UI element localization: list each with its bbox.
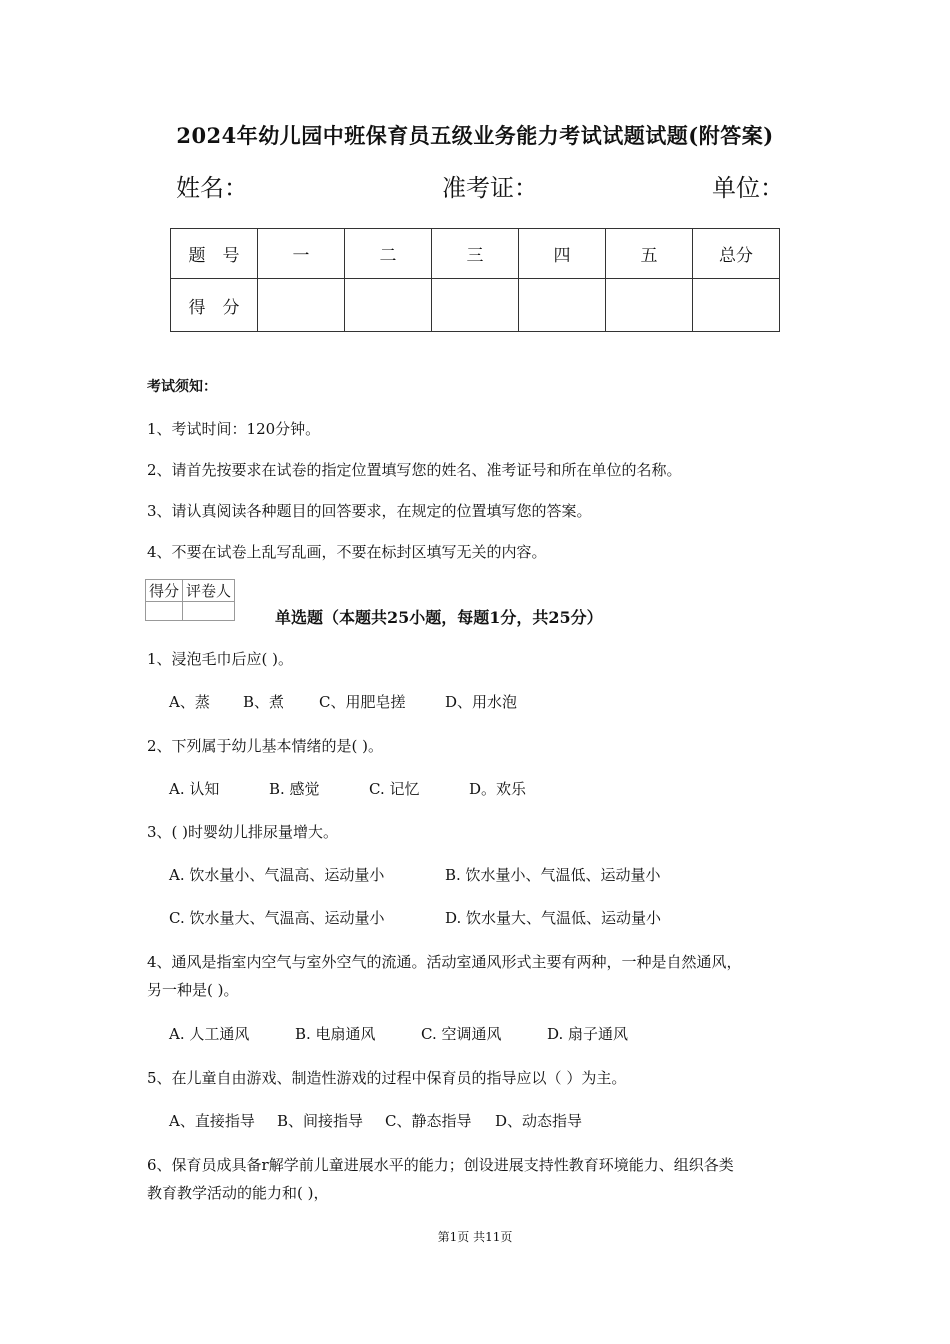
- question-options: [169, 691, 517, 712]
- option-b[interactable]: B. 饮水量小、气温低、运动量小: [445, 866, 661, 884]
- option-a[interactable]: A. 人工通风: [169, 1025, 250, 1043]
- option-a[interactable]: A. 饮水量小、气温高、运动量小: [169, 866, 385, 884]
- option-c[interactable]: C. 饮水量大、气温高、运动量小: [169, 909, 385, 927]
- option-c[interactable]: C、用肥皂搓: [319, 693, 406, 711]
- page-title: 2024年幼儿园中班保育员五级业务能力考试试题试题(附答案): [176, 123, 774, 148]
- score-cell-1: 一: [258, 229, 345, 279]
- grader-score-input[interactable]: [146, 602, 183, 621]
- name-label: 姓名：: [176, 174, 248, 202]
- question-stem: 2、下列属于幼儿基本情绪的是( )。: [147, 737, 384, 755]
- question-stem: 4、通风是指室内空气与室外空气的流通。活动室通风形式主要有两种，一种是自然通风，: [147, 953, 742, 971]
- score-cell-2: 二: [345, 229, 432, 279]
- option-c[interactable]: C. 空调通风: [421, 1025, 502, 1043]
- score-cell-5: 五: [606, 229, 693, 279]
- score-input-3[interactable]: [432, 279, 519, 332]
- score-table-score-row: [171, 279, 780, 332]
- page-footer: 第1页 共11页: [437, 1230, 513, 1244]
- option-a[interactable]: A、直接指导: [169, 1112, 255, 1130]
- grader-score-label: 得分: [146, 580, 183, 602]
- question-options: [169, 864, 661, 885]
- question-stem: 5、在儿童自由游戏、制造性游戏的过程中保育员的指导应以（ ）为主。: [147, 1069, 627, 1087]
- option-c[interactable]: C、静态指导: [385, 1112, 472, 1130]
- score-cell-total: 总分: [693, 229, 780, 279]
- notice-item: 1、考试时间：120分钟。: [147, 420, 321, 438]
- question-options: [169, 1110, 582, 1131]
- score-cell-label: 题 号: [171, 229, 258, 279]
- score-input-5[interactable]: [606, 279, 693, 332]
- score-row-label: 得 分: [171, 279, 258, 332]
- score-input-2[interactable]: [345, 279, 432, 332]
- question-stem: 3、( )时婴幼儿排尿量增大。: [147, 823, 339, 841]
- question-options: [169, 907, 661, 928]
- question-stem: 6、保育员成具备r解学前儿童进展水平的能力；创设进展支持性教育环境能力、组织各类: [147, 1156, 734, 1174]
- grader-reviewer-input[interactable]: [183, 602, 235, 621]
- option-b[interactable]: B、间接指导: [277, 1112, 364, 1130]
- option-a[interactable]: A. 认知: [169, 780, 220, 798]
- grader-reviewer-label: 评卷人: [183, 580, 235, 602]
- notice-item: 2、请首先按要求在试卷的指定位置填写您的姓名、准考证号和所在单位的名称。: [147, 461, 682, 479]
- score-cell-4: 四: [519, 229, 606, 279]
- option-b[interactable]: B、煮: [243, 693, 285, 711]
- question-options: [169, 1023, 628, 1044]
- option-d[interactable]: D. 饮水量大、气温低、运动量小: [445, 909, 662, 927]
- notice-title: 考试须知：: [147, 379, 217, 395]
- option-b[interactable]: B. 电扇通风: [295, 1025, 376, 1043]
- notice-item: 4、不要在试卷上乱写乱画，不要在标封区填写无关的内容。: [147, 543, 547, 561]
- score-cell-3: 三: [432, 229, 519, 279]
- option-d[interactable]: D、用水泡: [445, 693, 518, 711]
- option-d[interactable]: D、动态指导: [495, 1112, 583, 1130]
- option-b[interactable]: B. 感觉: [269, 780, 320, 798]
- score-table-header-row: [171, 229, 780, 279]
- option-c[interactable]: C. 记忆: [369, 780, 420, 798]
- question-stem-continued: 另一种是( )。: [147, 981, 239, 999]
- option-d[interactable]: D. 扇子通风: [547, 1025, 629, 1043]
- option-d[interactable]: D。欢乐: [469, 780, 527, 798]
- score-table: [170, 228, 780, 332]
- score-input-total[interactable]: [693, 279, 780, 332]
- exam-id-label: 准考证：: [442, 174, 538, 202]
- section-title: 单选题（本题共25小题，每题1分，共25分）: [275, 608, 603, 627]
- question-stem-continued: 教育教学活动的能力和( )，: [147, 1184, 329, 1202]
- score-input-4[interactable]: [519, 279, 606, 332]
- score-input-1[interactable]: [258, 279, 345, 332]
- unit-label: 单位：: [712, 174, 784, 202]
- question-stem: 1、浸泡毛巾后应( )。: [147, 650, 294, 668]
- question-options: [169, 778, 526, 799]
- grader-table: [145, 579, 235, 621]
- notice-item: 3、请认真阅读各种题目的回答要求，在规定的位置填写您的答案。: [147, 502, 592, 520]
- option-a[interactable]: A、蒸: [169, 693, 210, 711]
